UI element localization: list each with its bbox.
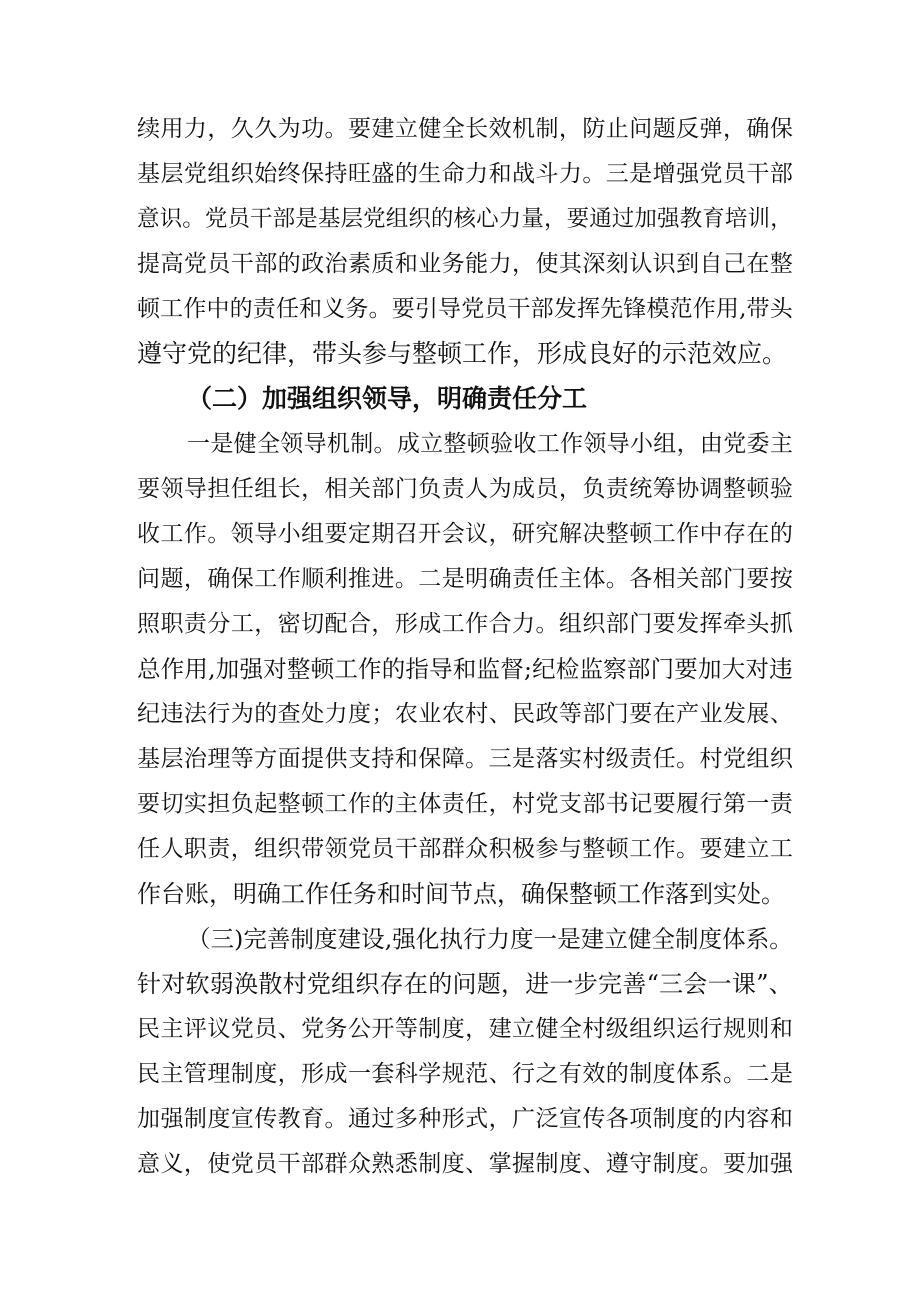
text-line: 照 职 责 分 工 ， 密 切 配 合 ， 形 成 工 作 合 力 。 组 织 部 门 要 发 挥 牵 头 抓 — [137, 611, 793, 637]
text-line: 顿 工 作 中 的 责 任 和 义 务 。 要 引 导 党 员 干 部 发 挥 先 锋 模 范 作 用 , 带 头 — [137, 296, 793, 322]
text-line: 纪 违 法 行 为 的 查 处 力 度 ； 农 业 农 村 、 民 政 等 部 门 要 在 产 业 发 展 、 — [137, 701, 793, 727]
text-line: 要 切 实 担 负 起 整 顿 工 作 的 主 体 责 任 ， 村 党 支 部 书 记 要 履 行 第 一 责 — [137, 791, 793, 817]
text-line: 遵守党的纪律，带头参与整顿工作，形成良好的示范效应。 — [137, 339, 788, 368]
text-line: 加 强 制 度 宣 传 教 育 。 通 过 多 种 形 式 ， 广 泛 宣 传 各 项 制 度 的 内 容 和 — [137, 1106, 793, 1132]
text-line: 任 人 职 责 ， 组 织 带 领 党 员 干 部 群 众 积 极 参 与 整 顿 工 作 。 要 建 立 工 — [137, 836, 793, 862]
text-line: 要 领 导 担 任 组 长 ， 相 关 部 门 负 责 人 为 成 员 ， 负 责 统 筹 协 调 整 顿 验 — [137, 476, 793, 502]
section-heading: （二）加强组织领导，明确责任分工 — [187, 384, 588, 413]
text-line: 总 作 用 , 加 强 对 整 顿 工 作 的 指 导 和 监 督 ; 纪 检 监 察 部 门 要 加 大 对 违 — [137, 655, 793, 683]
text-line: 续 用 力 ， 久 久 为 功 。 要 建 立 健 全 长 效 机 制 ， 防 止 问 题 反 弹 ， 确 保 — [137, 116, 793, 142]
text-line: 意 义 ， 使 党 员 干 部 群 众 熟 悉 制 度 、 掌 握 制 度 、 遵 守 制 度 。 要 加 强 — [137, 1151, 793, 1177]
text-line: 意 识 。 党 员 干 部 是 基 层 党 组 织 的 核 心 力 量 ， 要 通 过 加 强 教 育 培 训 ， — [137, 206, 793, 232]
text-line: 民 主 评 议 党 员 、 党 务 公 开 等 制 度 ， 建 立 健 全 村 级 组 织 运 行 规 则 和 — [137, 1016, 793, 1042]
text-line: 一 是 健 全 领 导 机 制 。 成 立 整 顿 验 收 工 作 领 导 小 组 ， 由 党 委 主 — [187, 431, 793, 457]
text-line: 问 题 ， 确 保 工 作 顺 利 推 进 。 二 是 明 确 责 任 主 体 。 各 相 关 部 门 要 按 — [137, 566, 793, 592]
section-heading-line: （ 三 ) 完 善 制 度 建 设 , 强 化 执 行 力 度 一 是 建 立 健 全 制 度 体 系 。 — [187, 925, 793, 953]
text-line: 基 层 党 组 织 始 终 保 持 旺 盛 的 生 命 力 和 战 斗 力 。 三 是 增 强 党 员 干 部 — [137, 161, 793, 187]
text-line: 针 对 软 弱 涣 散 村 党 组 织 存 在 的 问 题 ， 进 一 步 完 善 “ 三 会 一 课 ” 、 — [137, 970, 793, 998]
text-line: 民 主 管 理 制 度 ， 形 成 一 套 科 学 规 范 、 行 之 有 效 的 制 度 体 系 。 二 是 — [137, 1061, 793, 1087]
text-line: 提 高 党 员 干 部 的 政 治 素 质 和 业 务 能 力 ， 使 其 深 刻 认 识 到 自 己 在 整 — [137, 251, 793, 277]
text-line: 收 工 作 。 领 导 小 组 要 定 期 召 开 会 议 ， 研 究 解 决 整 顿 工 作 中 存 在 的 — [137, 521, 793, 547]
text-line: 作台账，明确工作任务和时间节点，确保整顿工作落到实处。 — [137, 880, 785, 908]
text-line: 基 层 治 理 等 方 面 提 供 支 持 和 保 障 。 三 是 落 实 村 级 责 任 。 村 党 组 织 — [137, 746, 793, 772]
